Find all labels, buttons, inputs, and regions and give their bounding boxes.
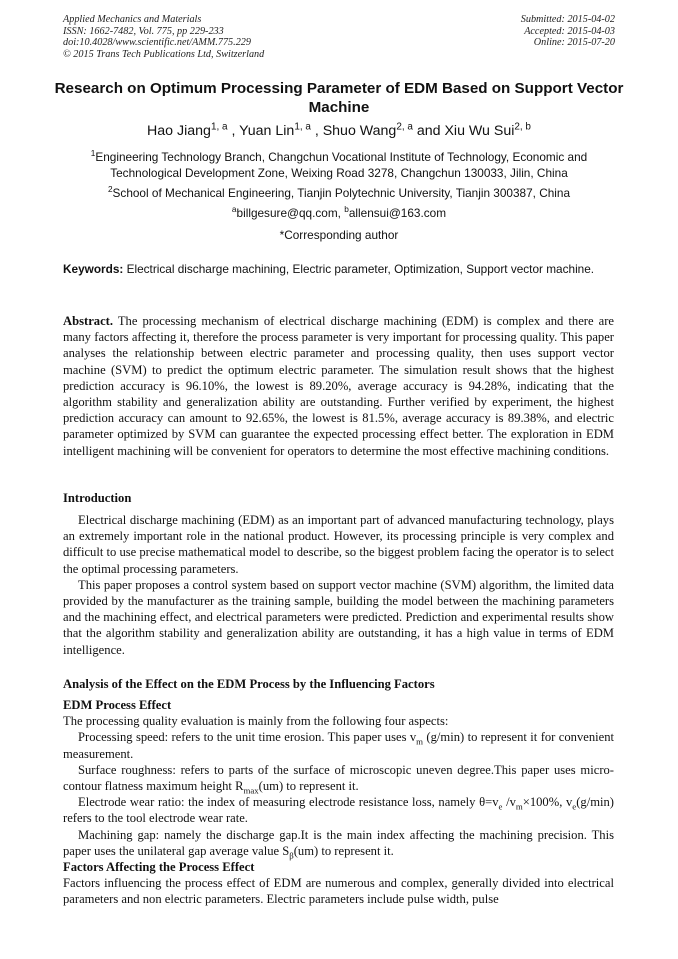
- paragraph-processing-speed: Processing speed: refers to the unit time erosion. This paper uses $v_m$ (g/min) to represent it for convenient measurement.: [63, 730, 615, 761]
- paragraph-electrode-wear: Electrode wear ratio: the index of measuring electrode resistance loss, namely $\theta=v_e$ $/v_m\times 100\%$, $v_e(g/\min)$ refers to the tool electrode wear rate.: [63, 795, 614, 826]
- abstract-label: Abstract.: [63, 314, 114, 328]
- journal-doi: doi:10.4028/www.scientific.net/AMM.775.229: [63, 37, 251, 49]
- abstract: [63, 313, 614, 459]
- author-list: [40, 122, 638, 140]
- journal-issn: ISSN: 1662-7482, Vol. 775, pp 229-233: [63, 25, 224, 37]
- section-heading-analysis: Analysis of the Effect on the EDM Process by the Influencing Factors: [63, 677, 435, 691]
- affiliation-mark: 1: [90, 149, 96, 159]
- subsection-heading-factors: Factors Affecting the Process Effect: [63, 860, 255, 875]
- author-emails: $^a$billgesure@qq.com, $^b$allensui@163.com: [231, 205, 447, 220]
- author-name: Shuo Wang: [322, 123, 397, 139]
- online-date: Online: 2015-07-20: [533, 37, 615, 49]
- section-heading-introduction: Introduction: [63, 491, 132, 505]
- author-separator: and: [412, 123, 445, 139]
- paragraph: Electrical discharge machining (EDM) as an important part of advanced manufacturing technology, plays an extremely important role in the national product. However, its processing principle is very complex and difficult to use precise mathematical model to describe, so the biggest problem facing the operator is to select the optimal processing parameters.: [63, 513, 614, 576]
- paragraph: Factors influencing the process effect of EDM are numerous and complex, generally divided into electrical parameters and non electric parameters. Electric parameters include pulse width, pulse: [63, 876, 614, 907]
- author-separator: ,: [227, 123, 240, 139]
- keywords: [63, 262, 614, 277]
- email-mark: b: [344, 205, 349, 215]
- email-link[interactable]: allensui@163.com: [348, 206, 447, 220]
- accepted-date: Accepted: 2015-04-03: [524, 25, 615, 37]
- affiliation-1: [56, 150, 622, 181]
- journal-copyright: © 2015 Trans Tech Publications Ltd, Switzerland: [63, 48, 265, 60]
- paragraph: This paper proposes a control system based on support vector machine (SVM) algorithm, the limited data provided by the manufacturer as the training sample, building the model between the machining parameters and the machining effect, and electrical parameters were predicted. Prediction and experimental results show that the algorithm stability and generalization ability are outstanding, it has a high value in terms of EDM intelligence.: [63, 577, 614, 657]
- journal-name: Applied Mechanics and Materials: [63, 14, 202, 25]
- submitted-date: Submitted: 2015-04-02: [520, 14, 615, 25]
- keywords-label: Keywords:: [63, 262, 124, 276]
- author-name: Hao Jiang: [147, 123, 211, 139]
- author-separator: ,: [310, 123, 323, 139]
- paragraph-surface-roughness: Surface roughness: refers to parts of the surface of microscopic uneven degree.This paper uses micro-contour flatness maximum height $R_{max}(um)$ to represent it.: [63, 762, 614, 796]
- author-affil-mark: 2, a: [396, 121, 413, 133]
- affiliation-mark: 2: [107, 185, 113, 195]
- author-affil-mark: 1, a: [294, 121, 311, 133]
- author-name: Yuan Lin: [239, 123, 295, 139]
- affiliation-text: School of Mechanical Engineering, Tianjin Polytechnic University, Tianjin 300387, China: [112, 186, 571, 200]
- corresponding-author-note: *Corresponding author: [279, 228, 399, 242]
- keywords-text: Electrical discharge machining, Electric parameter, Optimization, Support vector machine.: [126, 262, 595, 276]
- email-mark: a: [231, 205, 237, 215]
- affiliation-text: Engineering Technology Branch, Changchun Vocational Institute of Technology, Economic and Technological Development Zone, Weixing Road 3278, Changchun 130033, Jilin, China: [95, 150, 588, 180]
- paragraph: The processing quality evaluation is mainly from the following four aspects:: [63, 714, 449, 729]
- paragraph-machining-gap: Machining gap: namely the discharge gap.It is the main index affecting the machining precision. This paper uses the unilateral gap average value $S_\beta(um)$ to represent it.: [63, 827, 614, 861]
- subsection-heading-process-effect: EDM Process Effect: [63, 698, 172, 712]
- publication-dates: [521, 14, 615, 49]
- introduction-body: [63, 512, 614, 658]
- author-name: Xiu Wu Sui: [444, 123, 515, 139]
- author-affil-mark: 2, b: [514, 121, 531, 133]
- abstract-text: The processing mechanism of electrical discharge machining (EDM) is complex and there are many factors affecting it, therefore the process parameter is very important for processing quality. This paper analyses the relationship between electric parameter and processing quality, then uses support vector machine (SVM) to predict the optimum electric parameter. The simulation result shows that the highest prediction accuracy is 96.10%, the lowest is 89.20%, average accuracy is 94.28%, indicating that the algorithm stability and generalization ability are outstanding. Further verified by experiment, the highest prediction accuracy can amount to 92.65%, the lowest is 81.5%, average accuracy is 89.38%, and electric parameter optimized by SVM can guarantee the expected processing effect better. The exploration in EDM intelligent machining will be convenient for operators to determine the most effective machining conditions.: [63, 314, 615, 458]
- email-link[interactable]: billgesure@qq.com: [236, 206, 338, 220]
- affiliation-2: [56, 186, 622, 202]
- author-affil-mark: 1, a: [210, 121, 228, 133]
- paper-title: Research on Optimum Processing Parameter of EDM Based on Support Vector Machine: [54, 80, 624, 116]
- journal-info: [63, 14, 264, 60]
- analysis-body: [63, 697, 614, 908]
